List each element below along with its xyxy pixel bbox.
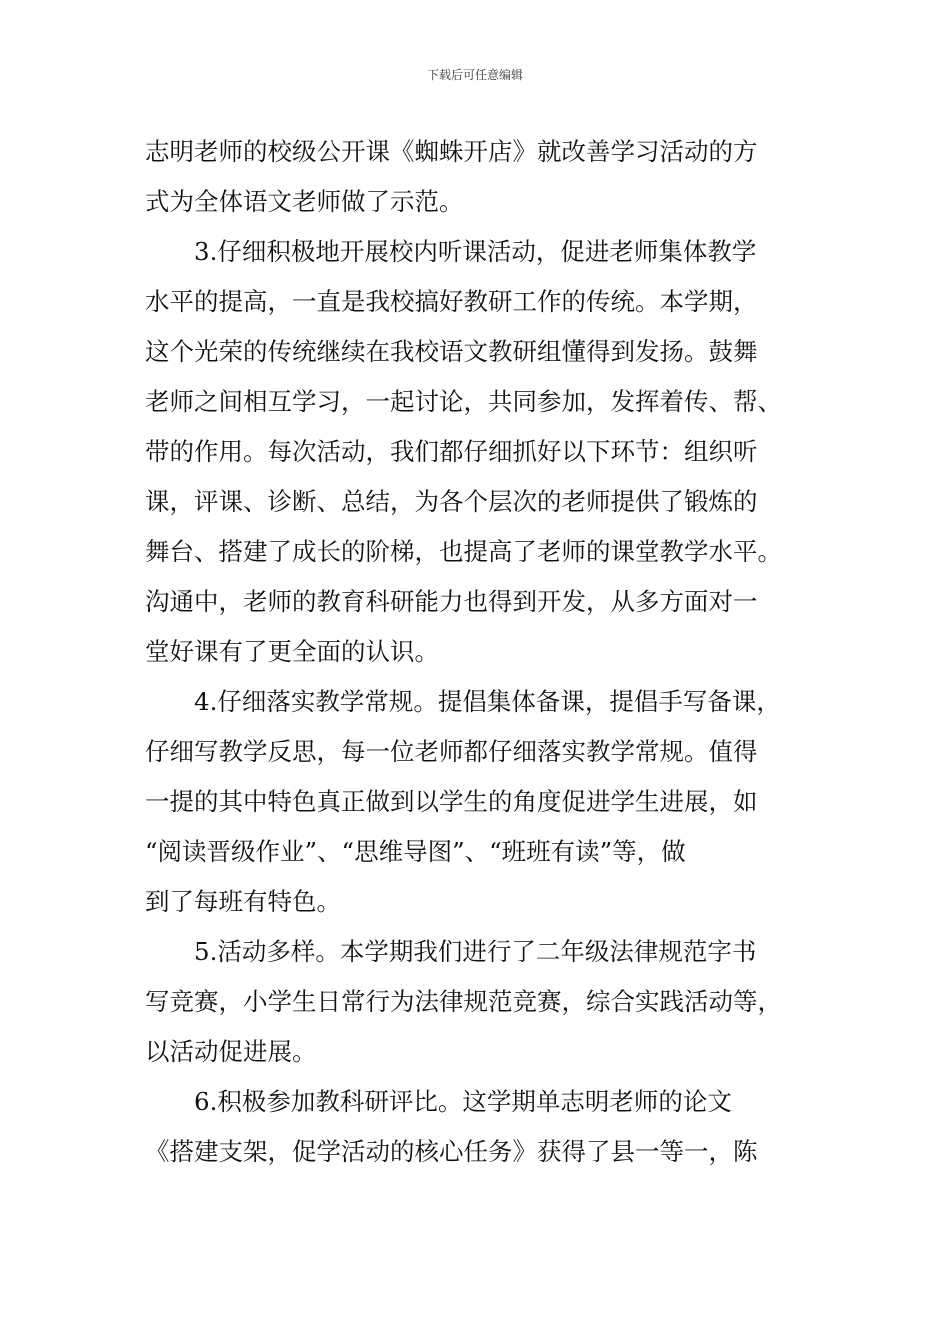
text-line: 仔细写教学反思，每一位老师都仔细落实教学常规。值得	[145, 737, 758, 766]
text-line: 写竞赛，小学生日常行为法律规范竞赛，综合实践活动等，	[145, 987, 782, 1016]
paragraph-start-line: 4.仔细落实教学常规。提倡集体备课，提倡手写备课，	[194, 687, 781, 716]
text-line: 到了每班有特色。	[145, 887, 341, 916]
text-line: 老师之间相互学习，一起讨论，共同参加，发挥着传、帮、	[145, 387, 782, 416]
document-body	[145, 127, 805, 1177]
paragraph-start-line: 5.活动多样。本学期我们进行了二年级法律规范字书	[194, 937, 757, 966]
paragraph-start-line: 3.仔细积极地开展校内听课活动，促进老师集体教学	[194, 237, 757, 266]
text-line: 水平的提高，一直是我校搞好教研工作的传统。本学期，	[145, 287, 758, 316]
text-line: 舞台、搭建了成长的阶梯，也提高了老师的课堂教学水平。	[145, 537, 782, 566]
text-line: 《搭建支架，促学活动的核心任务》获得了县一等一，陈	[145, 1137, 758, 1166]
text-line: 课，评课、诊断、总结，为各个层次的老师提供了锻炼的	[145, 487, 758, 516]
text-line: 带的作用。每次活动，我们都仔细抓好以下环节：组织听	[145, 437, 758, 466]
text-line: 以活动促进展。	[145, 1037, 317, 1066]
text-line: 堂好课有了更全面的认识。	[145, 637, 439, 666]
page-header: 下载后可任意编辑	[426, 68, 523, 82]
text-line: 一提的其中特色真正做到以学生的角度促进学生进展，如	[145, 787, 758, 816]
text-line: 式为全体语文老师做了示范。	[145, 187, 464, 216]
text-line: “阅读晋级作业”、“思维导图”、“班班有读”等，做	[145, 837, 686, 866]
text-line: 这个光荣的传统继续在我校语文教研组懂得到发扬。鼓舞	[145, 337, 758, 366]
text-line: 志明老师的校级公开课《蜘蛛开店》就改善学习活动的方	[145, 137, 758, 166]
text-line: 沟通中，老师的教育科研能力也得到开发，从多方面对一	[145, 587, 758, 616]
paragraph-start-line: 6.积极参加教科研评比。这学期单志明老师的论文	[194, 1087, 732, 1116]
